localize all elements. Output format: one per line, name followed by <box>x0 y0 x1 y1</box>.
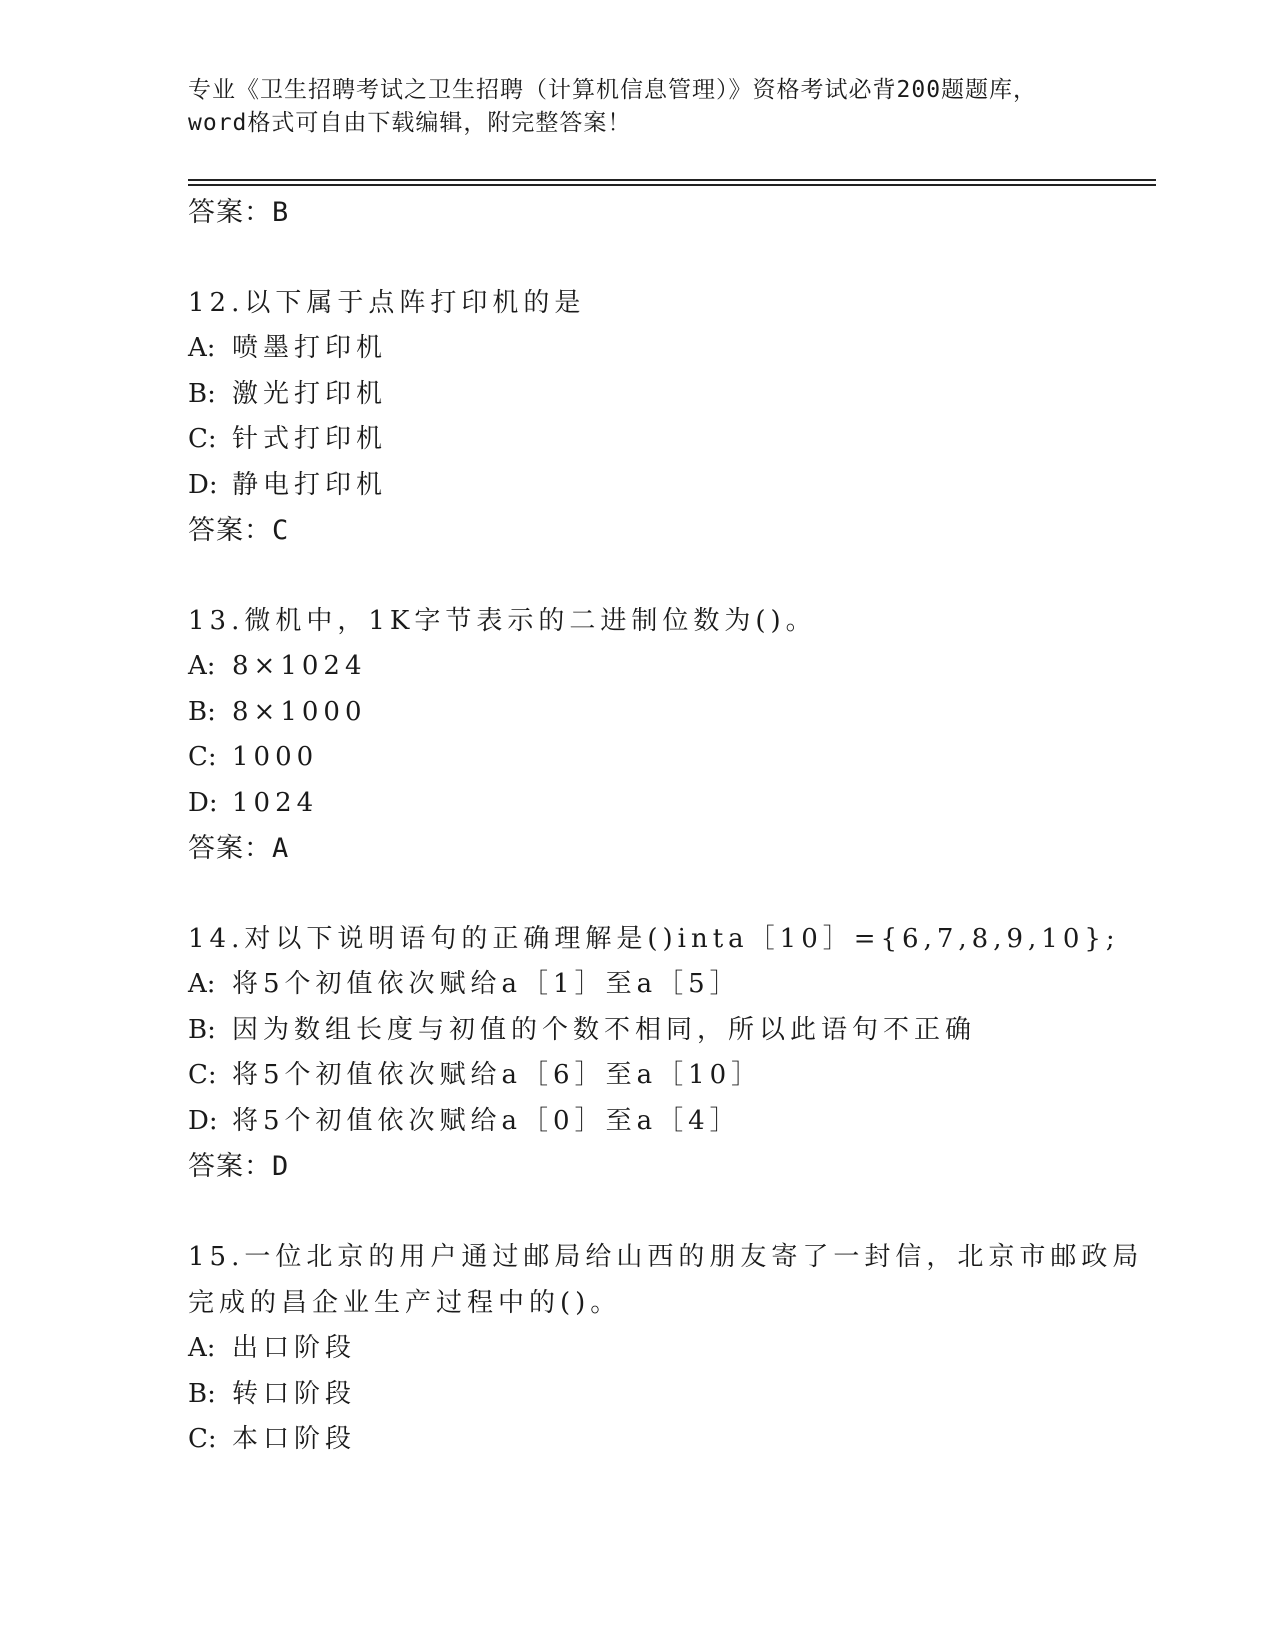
option-text: 因为数组长度与初值的个数不相同，所以此语句不正确 <box>232 1014 977 1045</box>
option-text: 转口阶段 <box>232 1378 357 1409</box>
option-text: 1024 <box>232 787 319 818</box>
option-text: 针式打印机 <box>232 424 388 454</box>
header-divider-top <box>188 179 1156 181</box>
option-letter: A: <box>188 1333 216 1363</box>
option-letter: B: <box>188 696 216 727</box>
option-text: 8×1000 <box>232 696 367 727</box>
question-13 <box>188 598 1168 872</box>
question-stem-line-1: 15.一位北京的用户通过邮局给山西的朋友寄了一封信，北京市邮政局 <box>188 1242 1144 1272</box>
option-letter: D: <box>188 469 218 500</box>
answer-line: 答案：D <box>188 1151 290 1182</box>
option-letter: C: <box>188 424 217 454</box>
question-stem: 12.以下属于点阵打印机的是 <box>188 288 586 318</box>
option-letter: A: <box>188 651 216 681</box>
question-stem: 14.对以下说明语句的正确理解是()inta［10］={6,7,8,9,10}; <box>188 924 1120 954</box>
option-a <box>188 962 1168 1008</box>
header-line-2: word格式可自由下载编辑，附完整答案！ <box>188 110 632 136</box>
option-b <box>188 1372 1168 1418</box>
option-b <box>188 690 1168 736</box>
option-d <box>188 1099 1168 1145</box>
option-letter: C: <box>188 1060 217 1090</box>
option-text: 本口阶段 <box>232 1424 357 1454</box>
option-letter: C: <box>188 742 217 772</box>
option-letter: C: <box>188 1424 217 1454</box>
option-text: 激光打印机 <box>232 378 388 409</box>
answer-line: 答案：C <box>188 515 290 546</box>
option-a <box>188 326 1168 372</box>
document-header <box>188 74 1088 140</box>
option-b <box>188 1008 1168 1054</box>
question-14 <box>188 916 1168 1190</box>
option-b <box>188 372 1168 418</box>
option-c <box>188 735 1168 781</box>
option-letter: B: <box>188 378 216 409</box>
option-text: 8×1024 <box>232 651 367 681</box>
question-list <box>188 190 1168 1463</box>
option-text: 静电打印机 <box>232 469 388 500</box>
option-a <box>188 1326 1168 1372</box>
header-line-1: 专业《卫生招聘考试之卫生招聘（计算机信息管理）》资格考试必背200题题库， <box>188 77 1038 103</box>
option-c <box>188 1053 1168 1099</box>
option-letter: B: <box>188 1378 216 1409</box>
option-letter: B: <box>188 1014 216 1045</box>
option-letter: A: <box>188 969 216 999</box>
option-letter: D: <box>188 1105 218 1136</box>
option-text: 出口阶段 <box>232 1333 357 1363</box>
question-stem-line-2: 完成的昌企业生产过程中的()。 <box>188 1288 622 1318</box>
option-d <box>188 781 1168 827</box>
option-c <box>188 1417 1168 1463</box>
option-letter: D: <box>188 787 218 818</box>
option-text: 1000 <box>232 742 319 772</box>
option-text: 将5个初值依次赋给a［6］至a［10］ <box>232 1060 763 1090</box>
header-divider-bottom <box>188 184 1156 186</box>
option-c <box>188 417 1168 463</box>
option-text: 将5个初值依次赋给a［0］至a［4］ <box>232 1105 741 1136</box>
question-stem: 13.微机中，1K字节表示的二进制位数为()。 <box>188 606 817 636</box>
question-15 <box>188 1234 1168 1463</box>
option-text: 喷墨打印机 <box>232 333 388 363</box>
question-12 <box>188 280 1168 554</box>
answer-line: 答案：A <box>188 833 290 864</box>
option-letter: A: <box>188 333 216 363</box>
previous-answer: 答案：B <box>188 197 290 228</box>
option-a <box>188 644 1168 690</box>
option-d <box>188 463 1168 509</box>
option-text: 将5个初值依次赋给a［1］至a［5］ <box>232 969 741 999</box>
